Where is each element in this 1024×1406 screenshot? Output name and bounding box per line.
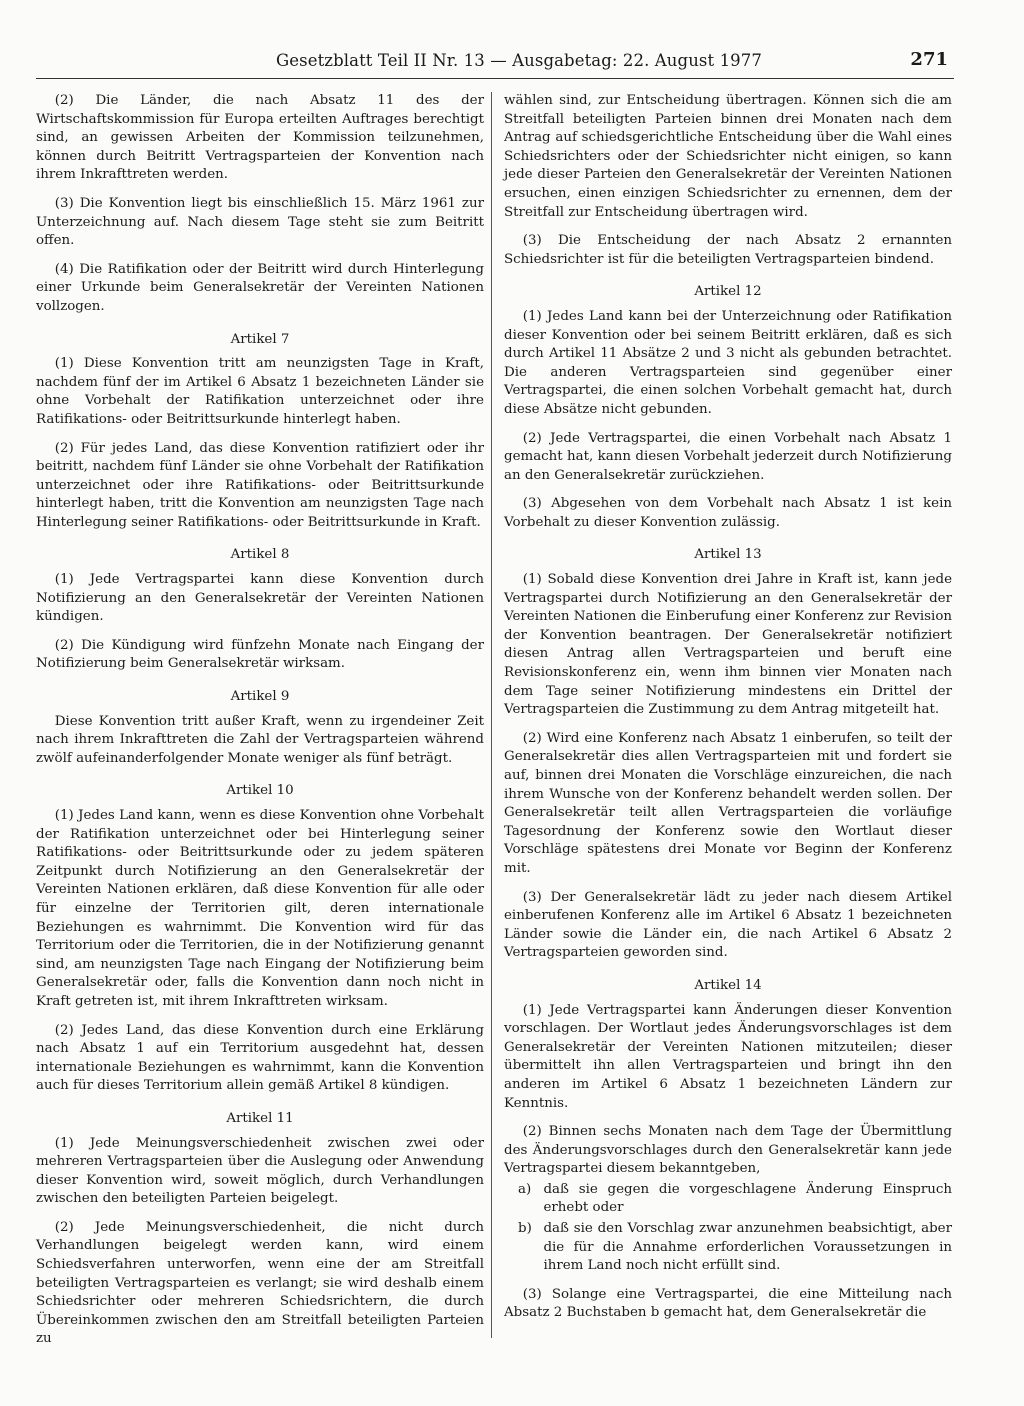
list-item-text: daß sie den Vorschlag zwar anzunehmen beabsichtigt, aber die für die Annahme erforderlichen Voraussetzungen in ihrem Land noch nicht erfüllt sind. <box>543 1221 952 1274</box>
paragraph: (4) Die Ratifikation oder der Beitritt wird durch Hinterlegung einer Urkunde beim Generalsekretär der Vereinten Nationen vollzogen. <box>36 261 484 314</box>
paragraph: (3) Der Generalsekretär lädt zu jeder nach diesem Artikel einberufenen Konferenz alle im Artikel 6 Absatz 1 bezeichneten Länder sowie die Länder ein, die nach Artikel 6 Absatz 2 Vertragsparteien geworden sind. <box>504 889 952 961</box>
paragraph: (2) Jedes Land, das diese Konvention durch eine Erklärung nach Absatz 1 auf ein Territorium ausgedehnt hat, dessen internationale Beziehungen es wahrnimmt, kann die Konvention auch für dieses Territorium allein gemäß Artikel 8 kündigen. <box>36 1022 484 1094</box>
paragraph: (1) Jedes Land kann, wenn es diese Konvention ohne Vorbehalt der Ratifikation unterzeichnet oder bei Hinterlegung seiner Ratifikations- oder Beitrittsurkunde oder zu jedem späteren Zeitpunkt durch Notifizierung an den Generalsekretär der Vereinten Nationen erklären, daß diese Konvention für alle oder für einzelne der Territorien gilt, deren internationale Beziehungen es wahrnimmt. Die Konvention wird für das Territorium oder die Territorien, die in der Notifizierung genannt sind, am neunzigsten Tage nach Eingang der Notifizierung beim Generalsekretär oder, falls die Konvention dann noch nicht in Kraft getreten ist, mit ihrem Inkrafttreten wirksam. <box>36 808 484 1009</box>
page-header <box>36 48 954 79</box>
list-item <box>504 1220 952 1276</box>
paragraph: (1) Jedes Land kann bei der Unterzeichnung oder Ratifikation dieser Konvention oder bei seinem Beitritt erklären, daß es sich durch Artikel 11 Absätze 2 und 3 nicht als gebunden betrachtet. Die anderen Vertragsparteien sind gegenüber einer Vertragspartei, die einen solchen Vorbehalt gemacht hat, durch diese Absätze nicht gebunden. <box>504 308 952 417</box>
list-item <box>504 1181 952 1218</box>
article-heading: Artikel 11 <box>226 1110 294 1126</box>
paragraph: (3) Die Entscheidung der nach Absatz 2 ernannten Schiedsrichter ist für die beteiligten Vertragsparteien bindend. <box>504 233 952 267</box>
paragraph: (2) Die Länder, die nach Absatz 11 des der Wirtschaftskommission für Europa erteilten Auftrages berechtigt sind, an gewissen Arbeiten der Kommission teilzunehmen, können durch Beitritt Vertragsparteien der Konvention nach ihrem Inkrafttreten werden. <box>36 93 484 183</box>
article-heading: Artikel 9 <box>230 689 290 705</box>
article-heading: Artikel 8 <box>230 547 290 563</box>
list-item-label: b) <box>518 1221 532 1237</box>
paragraph: (2) Jede Meinungsverschiedenheit, die nicht durch Verhandlungen beigelegt werden kann, wird einem Schiedsverfahren unterworfen, wenn eine der am Streitfall beteiligten Vertragsparteien es verlangt; sie wird deshalb einem Schiedsrichter oder mehreren Schiedsrichtern, die durch Übereinkommen zwischen den am Streitfall beteiligten Parteien zu <box>36 1219 484 1347</box>
paragraph: (1) Jede Vertragspartei kann Änderungen dieser Konvention vorschlagen. Der Wortlaut jedes Änderungsvorschlages ist dem Generalsekretär der Vereinten Nationen mitzuteilen; dieser übermittelt ihn allen Vertragsparteien und bringt ihn den anderen im Artikel 6 Absatz 1 bezeichneten Ländern zur Kenntnis. <box>504 1002 952 1111</box>
paragraph: (1) Jede Vertragspartei kann diese Konvention durch Notifizierung an den Generalsekretär der Vereinten Nationen kündigen. <box>36 572 484 625</box>
paragraph: (3) Solange eine Vertragspartei, die eine Mitteilung nach Absatz 2 Buchstaben b gemacht hat, dem Generalsekretär die <box>504 1286 952 1321</box>
column-divider <box>491 92 492 1338</box>
header-title: Gesetzblatt Teil II Nr. 13 — Ausgabetag: 22. August 1977 <box>276 51 762 70</box>
paragraph: (1) Jede Meinungsverschiedenheit zwischen zwei oder mehreren Vertragsparteien über die Auslegung oder Anwendung dieser Konvention wird, soweit möglich, durch Verhandlungen zwischen den beteiligten Parteien beigelegt. <box>36 1135 484 1207</box>
paragraph: (1) Sobald diese Konvention drei Jahre in Kraft ist, kann jede Vertragspartei durch Notifizierung an den Generalsekretär der Vereinten Nationen die Einberufung einer Konferenz zur Revision der Konvention beantragen. Der Generalsekretär notifiziert diesen Antrag allen Vertragsparteien und beruft eine Revisionskonferenz ein, wenn ihm binnen vier Monaten nach dem Tage seiner Notifizierung mindestens ein Drittel der Vertragsparteien die Zustimmung zu dem Antrag mitgeteilt hat. <box>504 572 952 718</box>
paragraph: (3) Die Konvention liegt bis einschließlich 15. März 1961 zur Unterzeichnung auf. Nach diesem Tage steht sie zum Beitritt offen. <box>36 195 484 249</box>
left-column <box>36 92 484 1359</box>
list-item-text: daß sie gegen die vorgeschlagene Änderung Einspruch erhebt oder <box>543 1181 952 1216</box>
paragraph: (2) Binnen sechs Monaten nach dem Tage der Übermittlung des Änderungsvorschlages durch den Generalsekretär kann jede Vertragspartei diesem bekanntgeben, <box>504 1124 952 1177</box>
article-heading: Artikel 7 <box>230 331 290 347</box>
right-column <box>504 92 952 1333</box>
paragraph: wählen sind, zur Entscheidung übertragen. Können sich die am Streitfall beteiligten Parteien binnen drei Monaten nach dem Antrag auf schiedsgerichtliche Entscheidung über die Wahl eines Schiedsrichters oder der Schiedsrichter nicht einigen, so kann jede dieser Parteien den Generalsekretär der Vereinten Nationen ersuchen, einen einzigen Schiedsrichter zu ernennen, dem der Streitfall zur Entscheidung übertragen wird. <box>504 93 952 220</box>
list <box>504 1181 952 1276</box>
paragraph: (3) Abgesehen von dem Vorbehalt nach Absatz 1 ist kein Vorbehalt zu dieser Konvention zulässig. <box>504 496 952 530</box>
paragraph: (1) Diese Konvention tritt am neunzigsten Tage in Kraft, nachdem fünf der im Artikel 6 Absatz 1 bezeichneten Länder sie ohne Vorbehalt der Ratifikation unterzeichnet oder ihre Ratifikations- oder Beitrittsurkunde hinterlegt haben. <box>36 356 484 427</box>
article-heading: Artikel 12 <box>694 284 762 300</box>
article-heading: Artikel 13 <box>694 547 762 563</box>
article-heading: Artikel 14 <box>694 977 762 993</box>
page-number: 271 <box>910 49 948 70</box>
paragraph: Diese Konvention tritt außer Kraft, wenn zu irgendeiner Zeit nach ihrem Inkrafttreten die Zahl der Vertragsparteien während zwölf aufeinanderfolgender Monate weniger als fünf beträgt. <box>36 713 484 766</box>
paragraph: (2) Wird eine Konferenz nach Absatz 1 einberufen, so teilt der Generalsekretär dies allen Vertragsparteien mit und fordert sie auf, binnen drei Monaten die Vorschläge einzureichen, die nach ihrem Wunsche von der Konferenz behandelt werden sollen. Der Generalsekretär teilt allen Vertragsparteien die vorläufige Tagesordnung der Konferenz sowie den Wortlaut dieser Vorschläge spätestens drei Monate vor Beginn der Konferenz mit. <box>504 730 952 876</box>
paragraph: (2) Jede Vertragspartei, die einen Vorbehalt nach Absatz 1 gemacht hat, kann diesen Vorbehalt jederzeit durch Notifizierung an den Generalsekretär zurückziehen. <box>504 430 952 483</box>
paragraph: (2) Die Kündigung wird fünfzehn Monate nach Eingang der Notifizierung beim Generalsekretär wirksam. <box>36 637 484 672</box>
list-item-label: a) <box>518 1181 532 1197</box>
article-heading: Artikel 10 <box>226 783 294 799</box>
paragraph: (2) Für jedes Land, das diese Konvention ratifiziert oder ihr beitritt, nachdem fünf Länder sie ohne Vorbehalt der Ratifikation unterzeichnet oder ihre Ratifikations- oder Beitrittsurkunde hinterlegt haben, tritt die Konvention am neunzigsten Tage nach Hinterlegung seiner Ratifikations- oder Beitrittsurkunde in Kraft. <box>36 440 484 530</box>
